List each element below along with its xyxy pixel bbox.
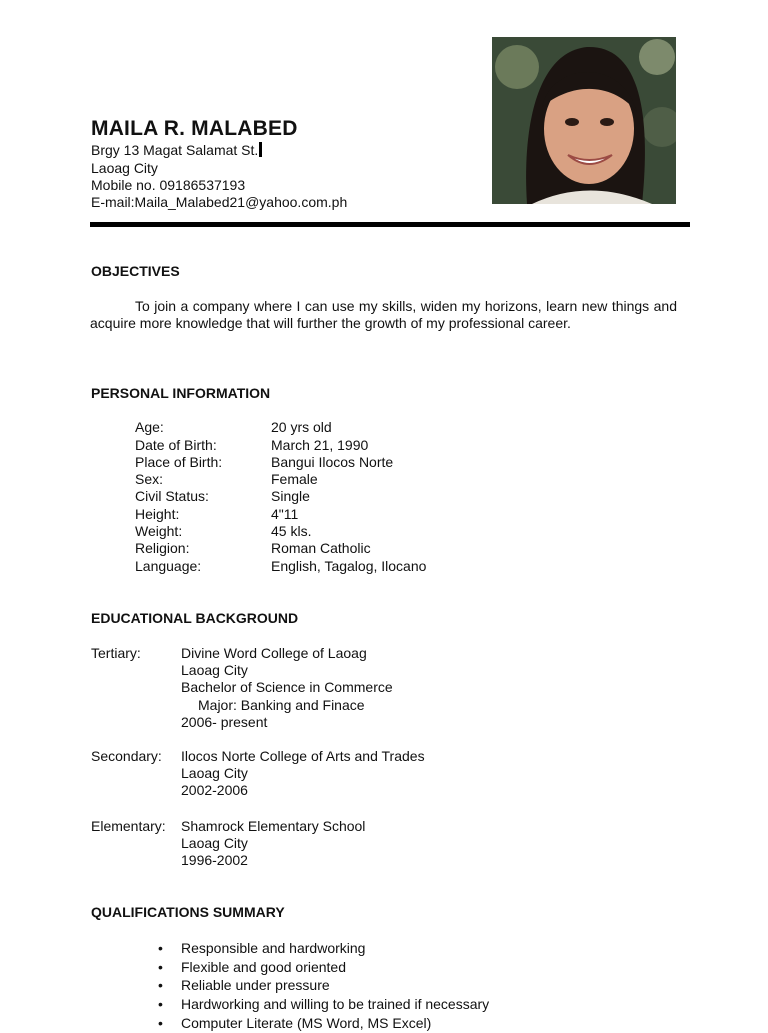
list-item: • Hardworking and willing to be trained if necessary (158, 995, 489, 1014)
personal-label: Sex: (135, 471, 164, 487)
personal-row-sex (135, 471, 318, 488)
email-address: E-mail:Maila_Malabed21@yahoo.com.ph (91, 194, 348, 210)
list-item: • Reliable under pressure (158, 976, 489, 995)
secondary-details (181, 748, 425, 800)
profile-photo (492, 37, 676, 204)
personal-label: Religion: (135, 540, 190, 556)
personal-value: 45 kls. (271, 523, 312, 539)
elementary-school: Shamrock Elementary School (181, 818, 366, 834)
address-line-2: Laoag City (91, 160, 158, 176)
header-divider (90, 222, 690, 227)
qualifications-heading: QUALIFICATIONS SUMMARY (91, 904, 285, 920)
address-street: Brgy 13 Magat Salamat St. (91, 142, 259, 158)
personal-value: Roman Catholic (271, 540, 371, 556)
personal-row-height (135, 506, 298, 523)
elementary-label: Elementary: (91, 818, 166, 834)
elementary-city: Laoag City (181, 835, 248, 852)
personal-value: Female (271, 471, 318, 487)
personal-row-language (135, 558, 426, 575)
personal-label: Weight: (135, 523, 183, 539)
applicant-name: MAILA R. MALABED (91, 117, 298, 140)
text-cursor (259, 142, 262, 157)
tertiary-details (181, 645, 393, 731)
objectives-text: To join a company where I can use my skills, widen my horizons, learn new things and acquire more knowledge that will further the growth of my professional career. (90, 298, 677, 331)
personal-label: Date of Birth: (135, 437, 217, 453)
personal-value: 20 yrs old (271, 419, 332, 435)
personal-value: English, Tagalog, Ilocano (271, 558, 427, 574)
secondary-years: 2002-2006 (181, 782, 248, 799)
list-item: • Computer Literate (MS Word, MS Excel) (158, 1014, 489, 1033)
personal-value: March 21, 1990 (271, 437, 369, 453)
elementary-details (181, 818, 365, 870)
list-item: • Responsible and hardworking (158, 939, 489, 958)
personal-value: 4"11 (271, 506, 299, 522)
personal-row-weight (135, 523, 311, 540)
qualifications-list (158, 939, 489, 1033)
elementary-years: 1996-2002 (181, 852, 248, 869)
personal-row-age (135, 419, 332, 436)
secondary-school: Ilocos Norte College of Arts and Trades (181, 748, 425, 764)
mobile-number: Mobile no. 09186537193 (91, 177, 246, 193)
personal-value: Single (271, 488, 310, 504)
tertiary-degree: Bachelor of Science in Commerce (181, 679, 393, 696)
personal-row-dob (135, 437, 368, 454)
objectives-heading: OBJECTIVES (91, 263, 180, 279)
personal-row-pob (135, 454, 393, 471)
secondary-label: Secondary: (91, 748, 162, 764)
personal-label: Civil Status: (135, 488, 209, 504)
personal-label: Height: (135, 506, 180, 522)
personal-label: Language: (135, 558, 202, 574)
address-line-1 (91, 142, 262, 159)
personal-label: Age: (135, 419, 164, 435)
education-heading: EDUCATIONAL BACKGROUND (91, 610, 299, 626)
personal-label: Place of Birth: (135, 454, 223, 470)
personal-row-civil-status (135, 488, 310, 505)
list-item: • Flexible and good oriented (158, 958, 489, 977)
personal-info-heading: PERSONAL INFORMATION (91, 385, 271, 401)
tertiary-school: Divine Word College of Laoag (181, 645, 367, 661)
personal-value: Bangui Ilocos Norte (271, 454, 394, 470)
personal-row-religion (135, 540, 371, 557)
tertiary-major: Major: Banking and Finace (198, 696, 365, 713)
tertiary-city: Laoag City (181, 662, 248, 679)
tertiary-label: Tertiary: (91, 645, 141, 661)
portrait-image (492, 37, 676, 204)
objectives-paragraph (90, 298, 677, 332)
tertiary-years: 2006- present (181, 713, 268, 730)
secondary-city: Laoag City (181, 765, 248, 782)
